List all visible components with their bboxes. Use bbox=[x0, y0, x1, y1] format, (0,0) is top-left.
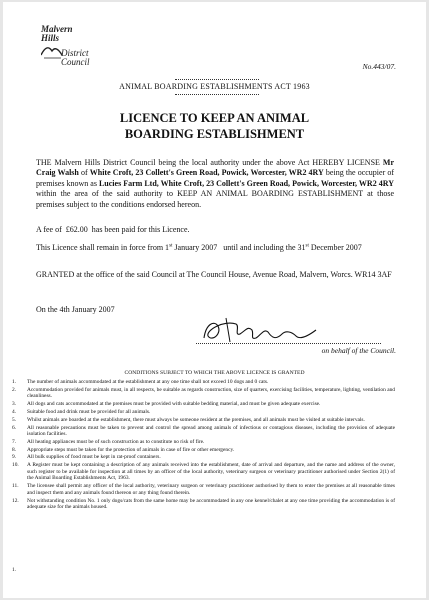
condition-text: All reasonable precautions must be taken to prevent and control the spread among animals of infectious or contagious diseases, including the provision of adequate isolation facilities. bbox=[27, 424, 395, 438]
signature-line bbox=[196, 343, 381, 344]
licensee-address: White Croft, 23 Collett's Green Road, Powick, Worcester, WR2 4RY bbox=[89, 168, 324, 178]
validity-mid: until and including the 31 bbox=[223, 243, 306, 252]
condition-item bbox=[12, 498, 395, 511]
condition-number: 10. bbox=[12, 462, 19, 469]
condition-item bbox=[12, 401, 395, 408]
condition-item bbox=[12, 454, 395, 461]
act-title: ANIMAL BOARDING ESTABLISHMENTS ACT 1963 bbox=[119, 82, 310, 91]
licence-body bbox=[36, 158, 394, 210]
premises-address: Lucies Farm Ltd, White Croft, 23 Collett's Green Road, Powick, Worcester, WR2 4RY bbox=[98, 178, 394, 188]
condition-text: The number of animals accommodated at the establishment at any one time shall not exceed 10 dogs and 0 cats. bbox=[27, 379, 269, 385]
condition-text: All heating appliances must be of such construction as to constitute no risk of fire. bbox=[27, 438, 205, 445]
condition-text: Whilst animals are boarded at the establishment, there must always be someone resident at the premises, and all animals must be visited at suitable intervals. bbox=[27, 416, 365, 423]
licence-page bbox=[3, 2, 426, 598]
validity-prefix: This Licence shall remain in force from 1 bbox=[36, 243, 170, 252]
condition-number: 8. bbox=[12, 446, 17, 453]
condition-number: 7. bbox=[12, 438, 17, 445]
date-line: On the 4th January 2007 bbox=[36, 305, 115, 314]
condition-item bbox=[12, 379, 395, 386]
validity-from-suffix: st bbox=[169, 243, 173, 249]
licensee-name: Mr Craig Walsh bbox=[36, 158, 394, 178]
intro-text-4: within the area of the said authority to KEEP AN ANIMAL BOARDING ESTABLISHMENT at those premises subject to the conditions endorsed hereon. bbox=[36, 189, 394, 209]
fee-line bbox=[36, 225, 394, 235]
condition-number: 11. bbox=[12, 483, 19, 490]
hills-logo-icon bbox=[41, 39, 63, 59]
document-title bbox=[3, 110, 426, 142]
logo-text-malvern: Malvern bbox=[41, 24, 73, 34]
divider-bottom bbox=[175, 94, 259, 95]
condition-number: 9. bbox=[12, 454, 17, 461]
granted-line: GRANTED at the office of the said Council at The Council House, Avenue Road, Malvern, Worcs. WR14 3AF bbox=[36, 270, 392, 279]
fee-prefix: A fee of bbox=[36, 225, 62, 234]
condition-text: Not withstanding condition No. 1 only dogs/cats from the same home may be accommodated in any one kennel/chalet at any one time providing the accommodation is of adequate size for the animals housed. bbox=[27, 497, 395, 511]
condition-text: Appropriate steps must be taken for the protection of animals in case of fire or other emergency. bbox=[27, 446, 235, 453]
logo-text-district: District bbox=[61, 48, 89, 58]
condition-text: The licensee shall permit any officer of the local authority, veterinary surgeon or veterinary practitioner authorised by them to enter the premises at all reasonable times and inspect them and any animals found thereon or any thing found therein. bbox=[27, 483, 395, 496]
condition-item bbox=[12, 462, 395, 482]
fee-suffix: has been paid for this Licence. bbox=[91, 225, 190, 234]
intro-text-3: being the occupier of premises known as bbox=[36, 168, 395, 188]
condition-item bbox=[12, 483, 395, 496]
condition-number: 2. bbox=[12, 386, 17, 393]
condition-number: 6. bbox=[12, 424, 17, 431]
condition-item bbox=[12, 387, 395, 400]
condition-text: A Register must be kept containing a description of any animals received into the establishment, date of arrival and departure, and the name and address of the owner, such register to be available for inspection at all times by an officer of the local authority, veterinary surgeon or veterinary practitioner authorised under Section 2(1) of the Animal Boarding Establishments Act, 1963. bbox=[27, 462, 395, 482]
condition-item bbox=[12, 409, 395, 416]
title-line-1: LICENCE TO KEEP AN ANIMAL bbox=[119, 111, 310, 125]
signature-image bbox=[196, 314, 376, 346]
condition-text: All dogs and cats accommodated at the premises must be provided with suitable bedding material, and must be given adequate exercise. bbox=[27, 401, 321, 408]
condition-text: All bulk supplies of food must be kept in rat-proof containers. bbox=[27, 454, 161, 461]
licence-number: No.443/07. bbox=[362, 62, 396, 71]
intro-text-1: THE Malvern Hills District Council being the local authority under the above Act HEREBY LICENSE bbox=[36, 158, 383, 167]
condition-item bbox=[12, 417, 395, 424]
council-logo bbox=[41, 24, 101, 74]
condition-number: 3. bbox=[12, 401, 17, 408]
logo-text-hills: Hills bbox=[41, 33, 60, 43]
condition-number: 12. bbox=[12, 497, 19, 504]
title-line-2: BOARDING ESTABLISHMENT bbox=[124, 127, 305, 141]
stray-number: 1. bbox=[12, 567, 17, 573]
divider-top bbox=[175, 79, 259, 80]
validity-to-date: December 2007 bbox=[308, 243, 362, 252]
condition-item bbox=[12, 447, 395, 454]
condition-item bbox=[12, 439, 395, 446]
conditions-list bbox=[12, 379, 395, 512]
condition-text: Suitable food and drink must be provided for all animals. bbox=[27, 408, 151, 415]
condition-item bbox=[12, 425, 395, 438]
fee-amount: £62.00 bbox=[65, 225, 88, 234]
on-behalf-caption: on behalf of the Council. bbox=[321, 346, 396, 355]
intro-text-2: of bbox=[78, 168, 90, 178]
validity-line bbox=[36, 243, 394, 253]
validity-to-suffix: st bbox=[305, 243, 309, 249]
validity-from-date: January 2007 bbox=[172, 243, 218, 252]
condition-number: 5. bbox=[12, 416, 17, 423]
conditions-heading: CONDITIONS SUBJECT TO WHICH THE ABOVE LICENCE IS GRANTED bbox=[124, 370, 305, 376]
condition-number: 4. bbox=[12, 408, 17, 415]
logo-text-council: Council bbox=[61, 57, 90, 67]
condition-number: 1. bbox=[12, 379, 17, 385]
condition-text: Accommodation provided for animals must, in all respects, be suitable as regards construction, size of quarters, exercising facilities, temperature, lighting, ventilation and cleanliness. bbox=[27, 386, 395, 400]
